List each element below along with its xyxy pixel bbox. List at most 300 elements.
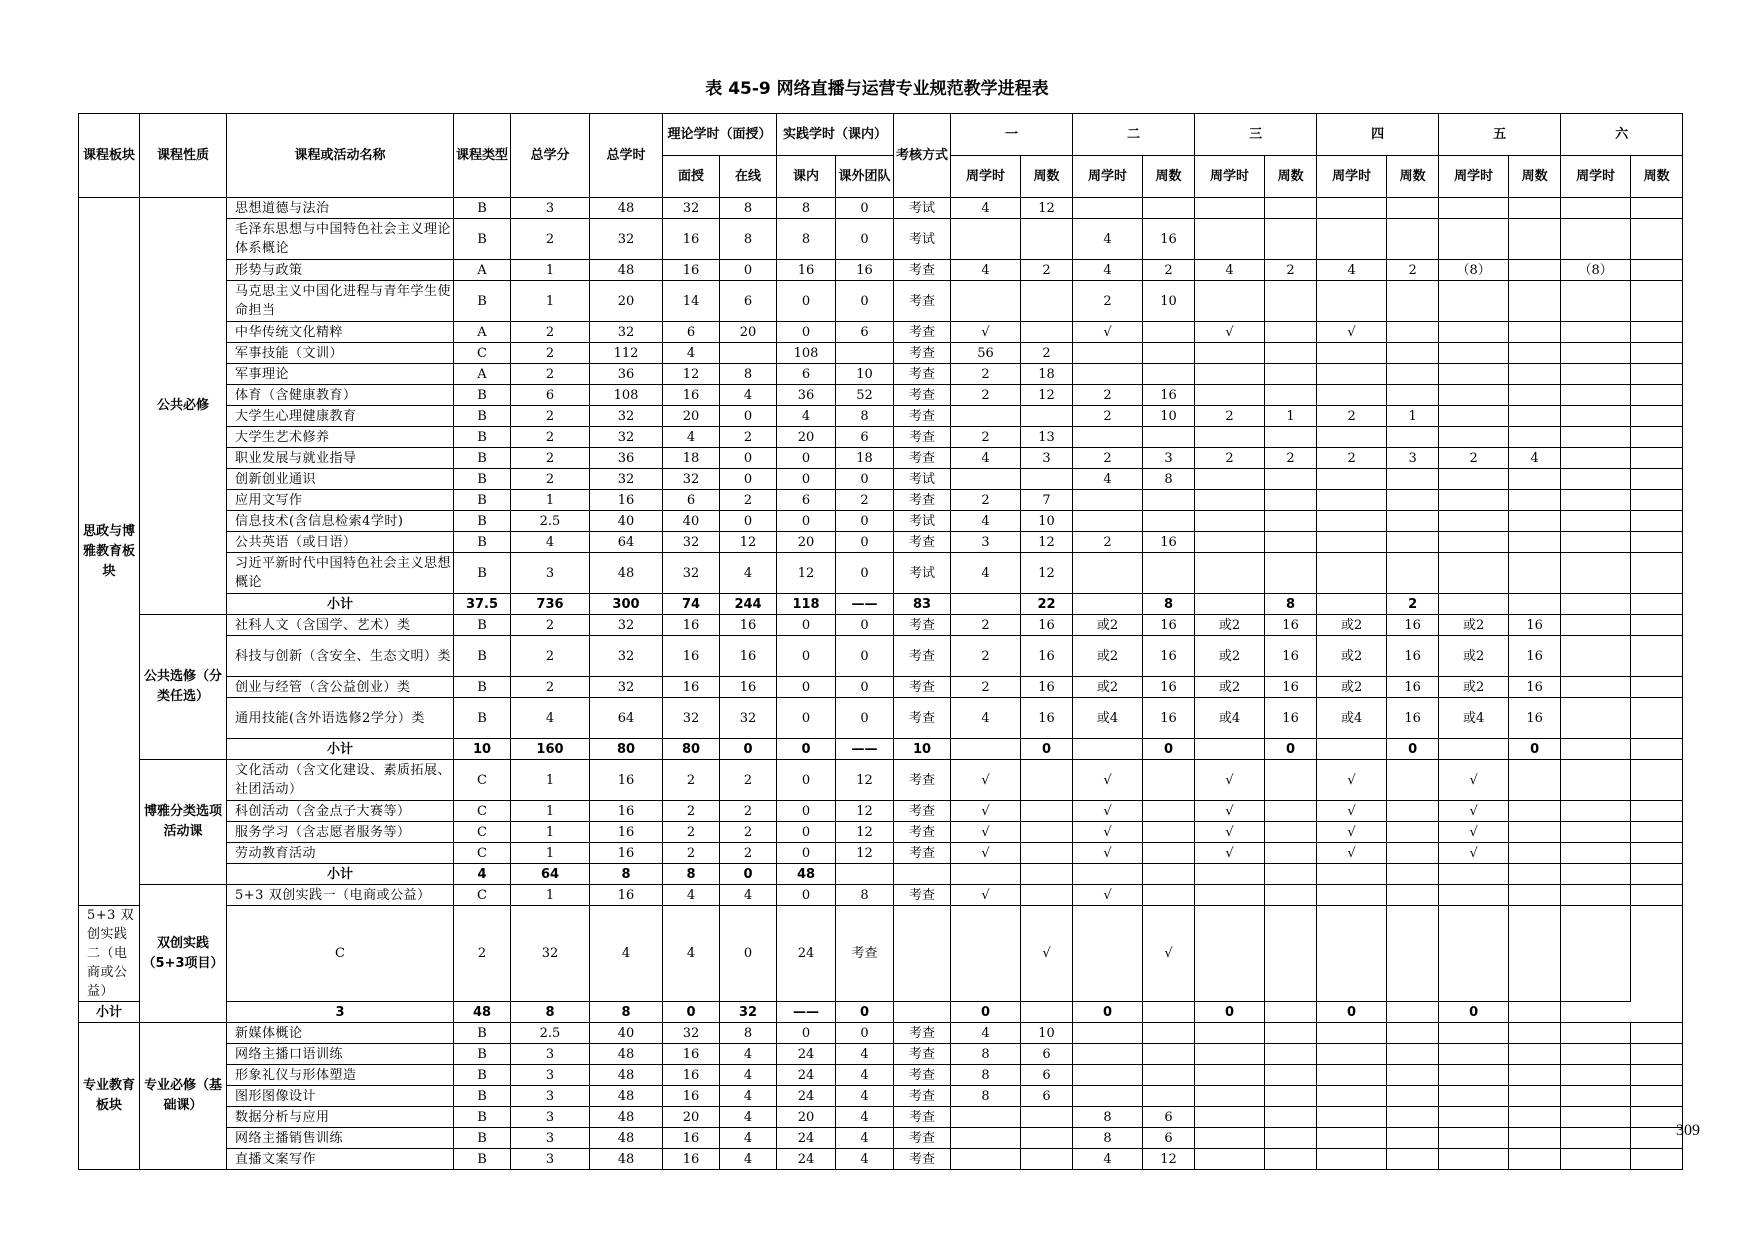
cell-weekly-hours: √ [951,801,1021,822]
cell-hours: 32 [590,406,663,427]
cell-credits: 4 [511,698,590,739]
cell-weekly-hours: 2 [1073,406,1143,427]
cell-face: 2 [663,822,720,843]
table-header [79,114,1683,198]
cell-weeks: 2 [1265,448,1317,469]
cell-weekly-hours: √ [1439,801,1509,822]
cell-online: 4 [720,553,777,594]
cell-hours: 16 [590,843,663,864]
cell-weekly-hours [1195,511,1265,532]
block-label: 专业教育板块 [79,1023,140,1170]
cell-weeks: 16 [1509,636,1561,677]
table-body [79,198,1683,1170]
cell-hours: 64 [590,698,663,739]
table-row [79,1023,1683,1044]
cell-weekly-hours: 或2 [1073,636,1143,677]
table-row [79,677,1683,698]
cell-weeks [1631,843,1683,864]
cell-weeks [951,906,1021,1002]
cell-hours: 48 [590,1044,663,1065]
cell-weekly-hours [1561,281,1631,322]
cell-face: 16 [663,260,720,281]
cell-assess: 考查 [894,760,951,801]
subtotal-term-weeks [1561,739,1631,760]
cell-weekly-hours [1317,1107,1387,1128]
cell-online: 12 [720,532,777,553]
cell-type: C [454,822,511,843]
cell-credits: 4 [511,532,590,553]
group-label: 公共选修（分类任选） [140,615,227,760]
cell-inclass: 4 [777,406,836,427]
table-row [79,1065,1683,1086]
cell-face: 32 [663,553,720,594]
cell-weekly-hours: 或4 [1439,698,1509,739]
cell-face: 32 [663,698,720,739]
cell-online: 2 [720,801,777,822]
cell-online: 32 [720,698,777,739]
cell-weeks: 13 [1021,427,1073,448]
table-row [79,469,1683,490]
cell-team: 12 [836,760,894,801]
cell-weekly-hours: 或2 [1317,615,1387,636]
header-credits: 总学分 [511,114,590,198]
cell-weekly-hours [1561,1086,1631,1107]
cell-weeks [1631,1086,1683,1107]
cell-inclass: 0 [777,885,836,906]
cell-credits: 3 [511,1086,590,1107]
page-number: 309 [1676,1122,1700,1139]
cell-weeks: 16 [1021,615,1073,636]
cell-weekly-hours [951,1107,1021,1128]
subtotal-term-hours: 0 [1509,739,1561,760]
header-term-5: 五 [1439,114,1561,156]
table-row [79,385,1683,406]
subtotal-term-hours: 0 [1317,1002,1387,1023]
cell-weekly-hours [951,1128,1021,1149]
subtotal-row [79,1002,1683,1023]
table-row [79,822,1683,843]
cell-weekly-hours: √ [1439,760,1509,801]
cell-credits: 3 [511,553,590,594]
cell-weekly-hours [1439,198,1509,219]
cell-credits: 1 [511,260,590,281]
cell-weekly-hours: 4 [1073,260,1143,281]
cell-weeks: 6 [1021,1065,1073,1086]
table-row [79,843,1683,864]
cell-weekly-hours: 4 [951,260,1021,281]
course-name: 直播文案写作 [227,1149,454,1170]
subtotal-inclass: 0 [720,864,777,885]
cell-team: 6 [836,427,894,448]
cell-weekly-hours [1195,343,1265,364]
subtotal-team: 32 [720,1002,777,1023]
cell-assess: 考试 [894,553,951,594]
cell-weeks [1265,885,1317,906]
cell-weeks [1509,822,1561,843]
cell-weeks [1143,511,1195,532]
course-name: 网络主播销售训练 [227,1128,454,1149]
cell-weeks [1265,553,1317,594]
cell-inclass: 24 [777,1065,836,1086]
cell-hours: 16 [590,490,663,511]
cell-weeks [1021,406,1073,427]
cell-weeks [1631,427,1683,448]
cell-weekly-hours: 2 [1073,281,1143,322]
cell-weeks: 16 [1387,698,1439,739]
cell-weekly-hours [894,906,951,1002]
cell-weeks [1387,490,1439,511]
cell-weekly-hours: √ [1195,822,1265,843]
cell-weeks [1021,822,1073,843]
cell-inclass: 0 [777,1023,836,1044]
cell-inclass: 8 [777,219,836,260]
group-label: 博雅分类选项活动课 [140,760,227,885]
cell-weekly-hours: √ [1073,760,1143,801]
cell-weeks: 2 [1143,260,1195,281]
cell-weekly-hours: 56 [951,343,1021,364]
subtotal-label: 小计 [227,864,454,885]
cell-team: 12 [836,822,894,843]
cell-inclass: 24 [777,1128,836,1149]
subtotal-label: 小计 [227,739,454,760]
subtotal-term-weeks [1073,594,1143,615]
cell-weekly-hours [1073,490,1143,511]
cell-face: 2 [663,760,720,801]
cell-team: 4 [836,1086,894,1107]
cell-weeks [1631,677,1683,698]
cell-weeks [1631,822,1683,843]
subtotal-term-weeks [1021,1002,1073,1023]
cell-hours: 40 [590,1023,663,1044]
cell-credits: 2 [454,906,511,1002]
cell-face: 6 [663,490,720,511]
cell-weeks [1509,219,1561,260]
cell-weekly-hours: 或2 [1439,636,1509,677]
cell-team: 4 [836,1149,894,1170]
cell-weekly-hours [1561,698,1631,739]
cell-weekly-hours [1439,511,1509,532]
cell-weekly-hours [1439,1065,1509,1086]
page-title: 表 45-9 网络直播与运营专业规范教学进程表 [705,79,1049,99]
cell-team: 16 [836,260,894,281]
cell-weekly-hours [1317,532,1387,553]
cell-weeks [1143,343,1195,364]
subtotal-term-weeks [1317,864,1387,885]
course-name: 信息技术(含信息检索4学时) [227,511,454,532]
cell-weeks: 12 [1021,553,1073,594]
cell-weekly-hours: 4 [951,1023,1021,1044]
cell-credits: 1 [511,822,590,843]
cell-weeks [1195,906,1265,1002]
cell-weekly-hours: √ [1143,906,1195,1002]
cell-team: 0 [836,511,894,532]
cell-weeks [1143,885,1195,906]
cell-type: B [454,636,511,677]
cell-weekly-hours [1317,511,1387,532]
cell-weeks [1631,281,1683,322]
cell-weeks [1631,511,1683,532]
cell-type: B [454,448,511,469]
cell-weeks [1387,1065,1439,1086]
cell-weeks [1387,322,1439,343]
cell-credits: 2 [511,677,590,698]
cell-hours: 32 [511,906,590,1002]
cell-weeks [1509,885,1561,906]
cell-assess: 考查 [894,364,951,385]
cell-weeks [1265,343,1317,364]
subtotal-term-weeks [1439,864,1509,885]
cell-weekly-hours [1561,364,1631,385]
cell-hours: 32 [590,615,663,636]
cell-weekly-hours [1317,385,1387,406]
cell-weekly-hours: 4 [951,198,1021,219]
cell-credits: 2 [511,322,590,343]
cell-weekly-hours: √ [1073,822,1143,843]
header-hours: 总学时 [590,114,663,198]
cell-weeks [1143,801,1195,822]
subtotal-hours: 736 [511,594,590,615]
cell-weekly-hours [1317,1149,1387,1170]
cell-weekly-hours: 或4 [1195,698,1265,739]
cell-weeks [1509,843,1561,864]
subtotal-term-weeks [1509,1002,1561,1023]
header-weeks: 周数 [1143,156,1195,198]
cell-weekly-hours [951,281,1021,322]
cell-weeks [1387,511,1439,532]
subtotal-term-weeks [951,594,1021,615]
cell-weekly-hours [1195,198,1265,219]
cell-weekly-hours [1561,219,1631,260]
cell-weekly-hours [1073,1086,1143,1107]
cell-type: B [454,198,511,219]
cell-weekly-hours: 8 [951,1065,1021,1086]
cell-weekly-hours [1073,511,1143,532]
cell-weeks [1509,322,1561,343]
cell-weeks [1021,1128,1073,1149]
subtotal-term-hours: 0 [1073,1002,1143,1023]
cell-inclass: 0 [777,843,836,864]
cell-weekly-hours [1195,490,1265,511]
teaching-plan-table [78,113,1683,1170]
cell-online: 4 [720,885,777,906]
cell-weeks: 12 [1021,532,1073,553]
header-team: 课外团队 [836,156,894,198]
table-row [79,1086,1683,1107]
subtotal-team: 48 [777,864,836,885]
cell-inclass: 24 [777,1149,836,1170]
cell-team: 0 [836,698,894,739]
subtotal-assess: —— [836,739,894,760]
cell-online: 16 [720,677,777,698]
cell-hours: 16 [590,801,663,822]
cell-weeks: 16 [1143,677,1195,698]
cell-type: B [454,1023,511,1044]
cell-inclass: 0 [777,677,836,698]
cell-weekly-hours: 或2 [1439,615,1509,636]
table-row [79,260,1683,281]
cell-weekly-hours [1439,1128,1509,1149]
cell-weeks: 6 [1021,1044,1073,1065]
cell-team: 18 [836,448,894,469]
cell-type: B [454,281,511,322]
cell-weeks [1509,1107,1561,1128]
subtotal-term-weeks [951,739,1021,760]
cell-weeks: 12 [1021,198,1073,219]
cell-weekly-hours: √ [951,822,1021,843]
cell-weeks: 8 [1143,469,1195,490]
cell-weeks [1021,801,1073,822]
cell-weekly-hours [1195,281,1265,322]
cell-face: 20 [663,1107,720,1128]
cell-online: 16 [720,636,777,677]
cell-hours: 108 [590,385,663,406]
cell-face: 18 [663,448,720,469]
cell-assess: 考查 [894,490,951,511]
course-name: 大学生艺术修养 [227,427,454,448]
cell-weeks [1265,385,1317,406]
header-weekly: 周学时 [1561,156,1631,198]
cell-type: B [454,1044,511,1065]
cell-inclass: 0 [777,322,836,343]
cell-team: 12 [836,843,894,864]
cell-weeks [1143,427,1195,448]
header-term-6: 六 [1561,114,1683,156]
cell-weekly-hours [1195,1023,1265,1044]
cell-assess: 考查 [894,385,951,406]
cell-weeks: 16 [1509,677,1561,698]
cell-face: 20 [663,406,720,427]
cell-weekly-hours [1073,198,1143,219]
cell-weekly-hours: √ [951,760,1021,801]
cell-weekly-hours: 4 [951,448,1021,469]
cell-assess: 考查 [894,322,951,343]
course-name: 大学生心理健康教育 [227,406,454,427]
cell-weeks [1265,469,1317,490]
cell-weekly-hours [1561,532,1631,553]
cell-weeks [1387,1149,1439,1170]
table-row [79,448,1683,469]
cell-face: 16 [663,677,720,698]
table-row [79,281,1683,322]
course-name: 习近平新时代中国特色社会主义思想概论 [227,553,454,594]
cell-assess: 考查 [894,281,951,322]
subtotal-term-weeks [1265,1002,1317,1023]
cell-weeks [1631,385,1683,406]
table-row [79,1149,1683,1170]
cell-weeks [1265,822,1317,843]
cell-weekly-hours [1439,1044,1509,1065]
cell-assess: 考查 [894,843,951,864]
table-row [79,427,1683,448]
cell-weekly-hours: 2 [951,636,1021,677]
cell-weekly-hours [1317,364,1387,385]
cell-weekly-hours [1439,490,1509,511]
cell-hours: 48 [590,553,663,594]
cell-weekly-hours [1195,1128,1265,1149]
subtotal-term-hours: 0 [1387,739,1439,760]
cell-weeks [1631,490,1683,511]
cell-weekly-hours: 4 [1073,219,1143,260]
header-type: 课程类型 [454,114,511,198]
cell-weekly-hours [1317,885,1387,906]
cell-weekly-hours [1561,198,1631,219]
cell-weeks: 12 [1021,385,1073,406]
cell-weekly-hours [1195,427,1265,448]
cell-online: 4 [720,1128,777,1149]
cell-weeks [1387,427,1439,448]
table-row [79,343,1683,364]
subtotal-term-weeks [1073,739,1143,760]
cell-weeks [1509,343,1561,364]
subtotal-term-hours: 8 [1265,594,1317,615]
cell-weekly-hours [1317,553,1387,594]
cell-weekly-hours [1439,1086,1509,1107]
cell-weekly-hours: 2 [951,615,1021,636]
cell-weeks: 16 [1021,636,1073,677]
cell-credits: 2.5 [511,511,590,532]
cell-assess: 考查 [894,801,951,822]
subtotal-face: 80 [590,739,663,760]
cell-hours: 36 [590,364,663,385]
cell-weeks [1387,885,1439,906]
cell-weeks [1143,198,1195,219]
cell-weekly-hours [1195,385,1265,406]
subtotal-row [79,739,1683,760]
cell-online: 2 [720,843,777,864]
cell-weekly-hours: 4 [951,511,1021,532]
cell-weekly-hours [1265,906,1317,1002]
cell-type: B [454,427,511,448]
cell-weeks [1387,1086,1439,1107]
course-name: 网络主播口语训练 [227,1044,454,1065]
subtotal-term-hours [1021,864,1073,885]
cell-weekly-hours: √ [1021,906,1073,1002]
cell-online: 4 [720,1065,777,1086]
course-name: 图形图像设计 [227,1086,454,1107]
cell-type: C [454,343,511,364]
cell-weeks [1387,281,1439,322]
header-weekly: 周学时 [951,156,1021,198]
subtotal-label: 小计 [79,1002,140,1023]
subtotal-credits: 3 [227,1002,454,1023]
cell-weekly-hours [1561,1023,1631,1044]
cell-assess: 考查 [894,1149,951,1170]
cell-face: 2 [663,843,720,864]
subtotal-term-hours: 0 [1143,739,1195,760]
cell-weekly-hours: √ [1073,801,1143,822]
subtotal-row [79,594,1683,615]
cell-weeks: 16 [1143,615,1195,636]
cell-weekly-hours: 2 [1439,448,1509,469]
cell-weeks [1265,1023,1317,1044]
header-weekly: 周学时 [1195,156,1265,198]
cell-weekly-hours [1561,843,1631,864]
cell-weeks: 16 [1265,615,1317,636]
table-row [79,1128,1683,1149]
cell-face: 32 [663,469,720,490]
cell-type: B [454,1086,511,1107]
cell-weekly-hours [951,219,1021,260]
cell-weeks [1387,219,1439,260]
cell-weekly-hours: 2 [951,364,1021,385]
subtotal-term-hours [1265,864,1317,885]
cell-weekly-hours: √ [1317,760,1387,801]
course-name: 创新创业通识 [227,469,454,490]
cell-weeks: 2 [1387,260,1439,281]
cell-weekly-hours [1195,1149,1265,1170]
cell-online: 8 [720,364,777,385]
cell-credits: 3 [511,198,590,219]
